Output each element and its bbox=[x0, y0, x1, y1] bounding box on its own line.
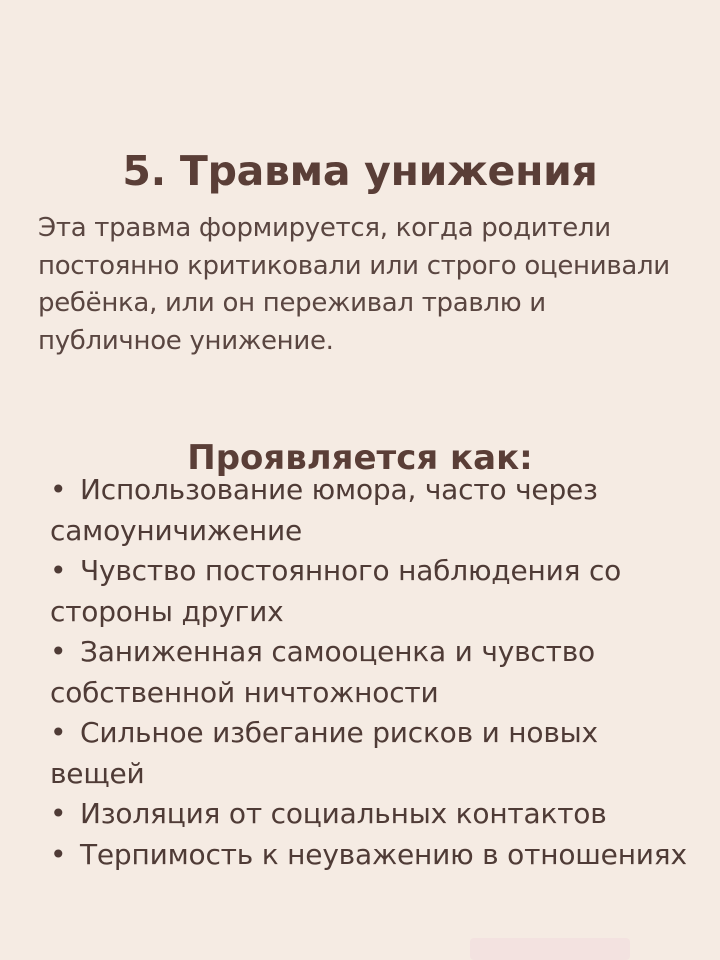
list-item bbox=[50, 713, 700, 794]
list-item bbox=[50, 835, 700, 876]
bullet-icon: • bbox=[50, 554, 67, 587]
list-item bbox=[50, 470, 700, 551]
bullet-icon: • bbox=[50, 837, 67, 871]
list-item-text: Терпимость к неуважению в отношениях bbox=[80, 837, 687, 871]
bullet-icon: • bbox=[50, 473, 67, 506]
bullet-icon: • bbox=[50, 635, 67, 668]
symptoms-list bbox=[50, 470, 700, 875]
page-title: 5. Травма унижения bbox=[122, 147, 598, 196]
list-item-text: Использование юмора, часто через самоуничижение bbox=[50, 473, 598, 547]
bullet-icon: • bbox=[50, 797, 67, 830]
intro-paragraph: Эта травма формируется, когда родители постоянно критиковали или строго оценивали ребёнка, или он переживал травлю и публичное унижение. bbox=[38, 213, 670, 356]
list-item bbox=[50, 632, 700, 713]
list-item bbox=[50, 794, 700, 835]
list-item-text: Чувство постоянного наблюдения со стороны других bbox=[50, 554, 622, 628]
bullet-icon: • bbox=[50, 716, 67, 749]
decorative-shade bbox=[470, 938, 630, 960]
list-item-text: Изоляция от социальных контактов bbox=[80, 797, 607, 830]
list-item-text: Заниженная самооценка и чувство собственной ничтожности bbox=[50, 635, 595, 709]
list-item-text: Сильное избегание рисков и новых вещей bbox=[50, 716, 598, 790]
section-heading: Проявляется как: bbox=[187, 438, 533, 479]
list-item bbox=[50, 551, 700, 632]
